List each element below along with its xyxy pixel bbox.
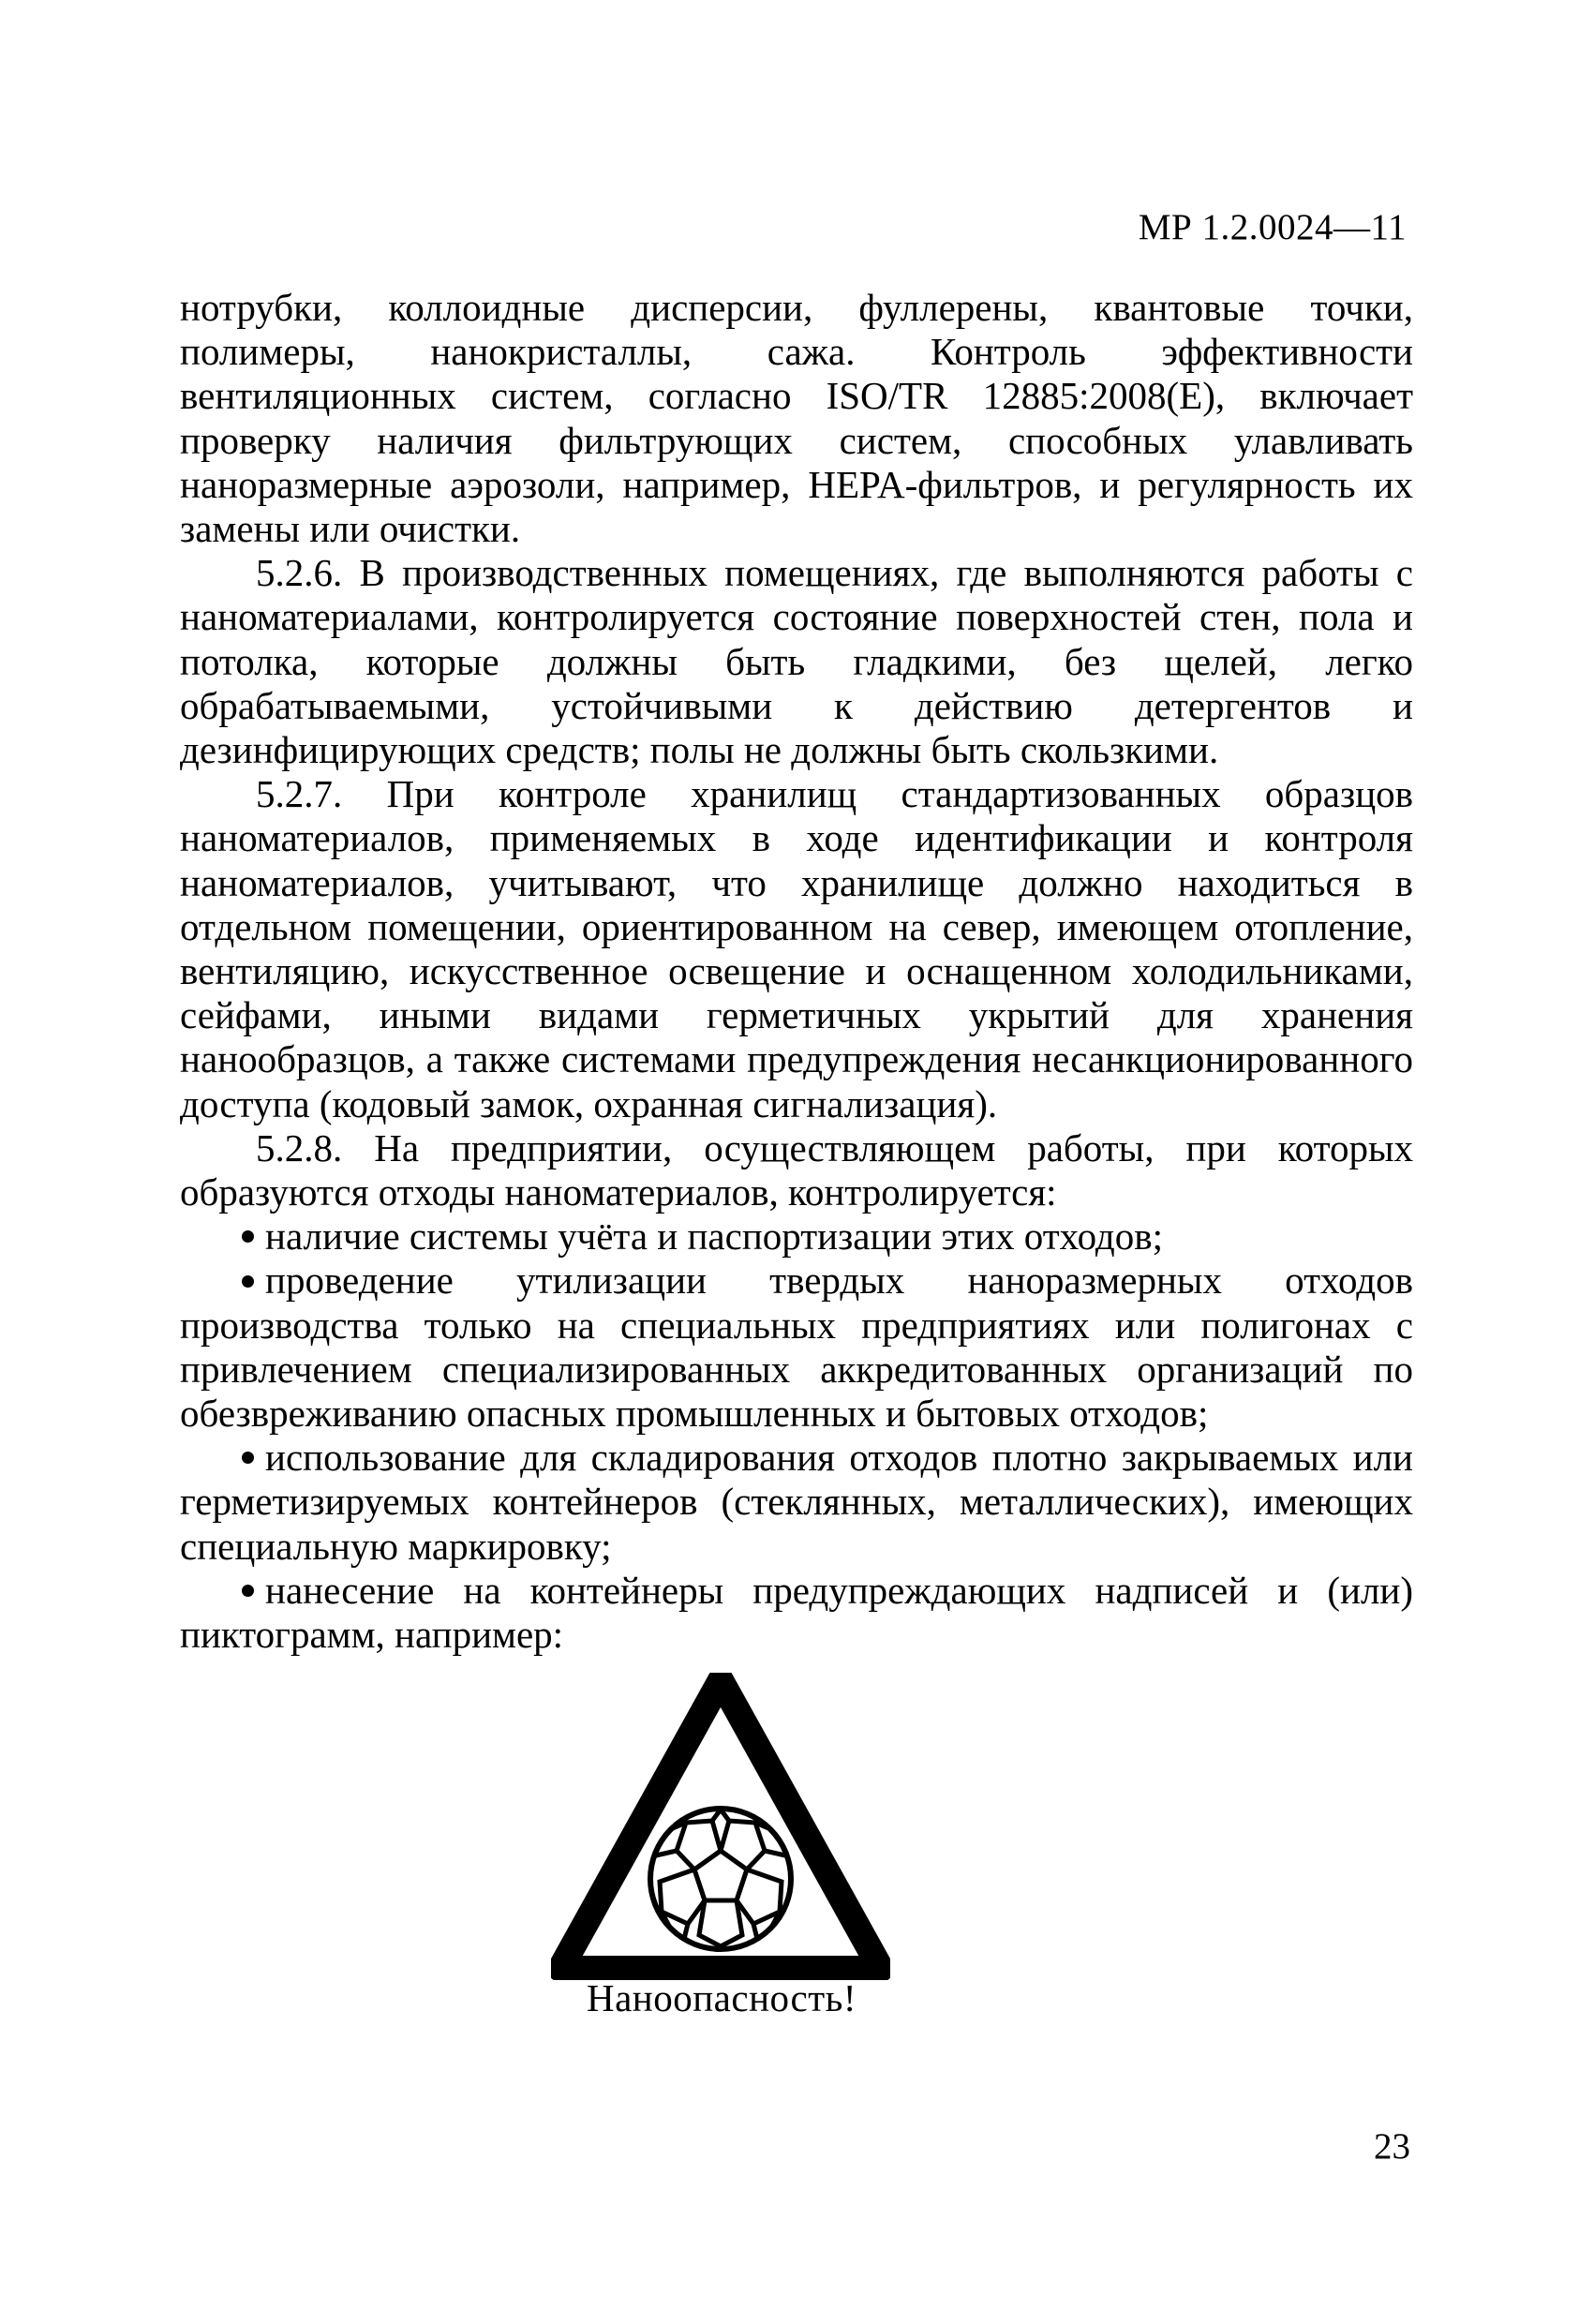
list-item-text: наличие системы учёта и паспортизации этих отходов; [265,1214,1163,1259]
document-code: МР 1.2.0024—11 [1138,207,1407,247]
paragraph-5-2-8: 5.2.8. На предприятии, осуществляющем работы, при которых образуются отходы наноматериалов, контролируется: [180,1125,1413,1214]
bullet-icon [242,1452,254,1464]
list-item-text: нанесение на контейнеры предупреждающих надписей и (или) пиктограмм, например: [180,1568,1413,1657]
list-item-text: использование для складирования отходов плотно закрываемых или герметизируемых контейнеров (стеклянных, металлических), имеющих специальную маркировку; [180,1436,1413,1568]
nanohazard-warning-icon [551,1673,890,1980]
list-item [180,1259,1413,1436]
paragraph-5-2-6: 5.2.6. В производственных помещениях, где выполняются работы с наноматериалами, контролируется состояние поверхностей стен, пола и потолка, которые должны быть гладкими, без щелей, легко обрабатываемыми, устойчивыми к действию детергентов и дезинфицирующих средств; полы не должны быть скользкими. [180,551,1413,772]
bullet-icon [242,1230,254,1243]
page-number: 23 [1374,2126,1410,2167]
list-item [180,1569,1413,1657]
bullet-icon [242,1585,254,1597]
paragraph-continuation: нотрубки, коллоидные дисперсии, фуллерены, квантовые точки, полимеры, нанокристаллы, сажа. Контроль эффективности вентиляционных систем, согласно ISO/TR 12885:2008(E), включает проверку наличия фильтрующих систем, способных улавливать наноразмерные аэрозоли, например, HEPA-фильтров, и регулярность их замены или очистки. [180,286,1413,551]
list-item [180,1214,1413,1259]
list-item-text: проведение утилизации твердых наноразмерных отходов производства только на специальных предприятиях или полигонах с привлечением специализированных аккредитованных организаций по обезвреживанию опасных промышленных и бытовых отходов; [180,1259,1413,1436]
list-item [180,1436,1413,1569]
paragraph-5-2-7: 5.2.7. При контроле хранилищ стандартизованных образцов наноматериалов, применяемых в ходе идентификации и контроля наноматериалов, учитывают, что хранилище должно находиться в отдельном помещении, ориентированном на север, имеющем отопление, вентиляцию, искусственное освещение и оснащенном холодильниками, сейфами, иными видами герметичных укрытий для хранения нанообразцов, а также системами предупреждения несанкционированного доступа (кодовый замок, охранная сигнализация). [180,772,1413,1125]
body-text [180,286,1413,1657]
bullet-icon [242,1275,254,1288]
figure-caption: Наноопасность! [586,1976,857,2019]
